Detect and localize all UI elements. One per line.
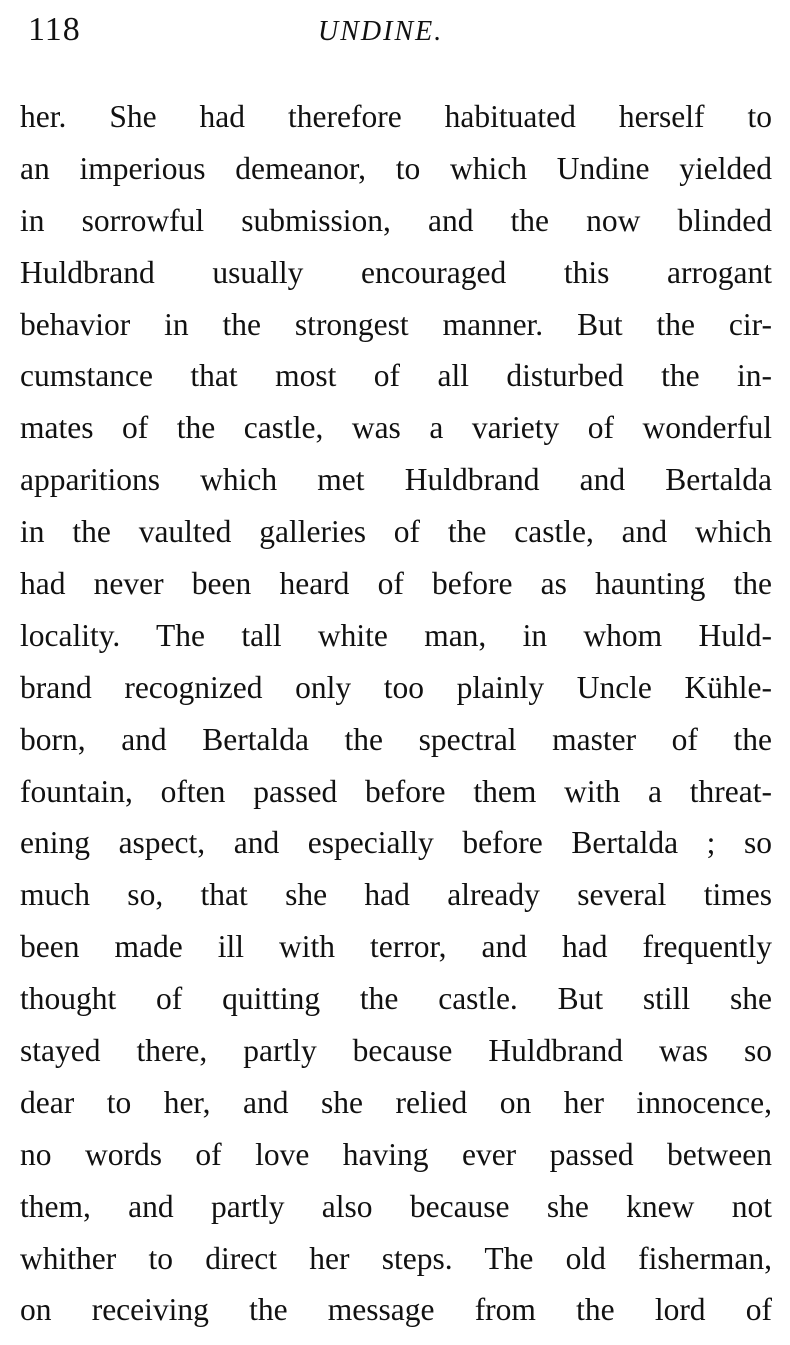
body-text <box>20 95 772 1340</box>
page-number: 118 <box>28 11 81 48</box>
text-line: on receiving the message from the lord of <box>20 1292 772 1328</box>
text-line: apparitions which met Huldbrand and Bertalda <box>20 462 772 498</box>
text-line: in the vaulted galleries of the castle, and which <box>20 514 772 550</box>
text-line: no words of love having ever passed between <box>20 1136 772 1172</box>
text-line: Huldbrand usually encouraged this arrogant <box>20 254 772 290</box>
text-line: cumstance that most of all disturbed the in- <box>20 358 772 394</box>
text-line: brand recognized only too plainly Uncle Kühle- <box>20 669 772 705</box>
text-line: behavior in the strongest manner. But the cir- <box>20 306 772 342</box>
text-line: an imperious demeanor, to which Undine yielded <box>20 150 772 186</box>
text-line: ening aspect, and especially before Bertalda ; so <box>20 825 772 861</box>
text-line: her. She had therefore habituated herself to <box>20 99 772 134</box>
text-line: thought of quitting the castle. But still she <box>20 981 772 1017</box>
text-line: much so, that she had already several times <box>20 877 772 913</box>
text-line: been made ill with terror, and had frequently <box>20 929 772 965</box>
text-line: dear to her, and she relied on her innocence, <box>20 1084 772 1120</box>
text-line: whither to direct her steps. The old fisherman, <box>20 1240 772 1276</box>
text-line: born, and Bertalda the spectral master of the <box>20 721 772 757</box>
text-line: stayed there, partly because Huldbrand was so <box>20 1033 772 1069</box>
text-line: them, and partly also because she knew not <box>20 1188 772 1224</box>
text-line: in sorrowful submission, and the now blinded <box>20 202 772 238</box>
running-title: UNDINE. <box>318 16 444 47</box>
text-line: fountain, often passed before them with a threat- <box>20 773 772 809</box>
text-line: had never been heard of before as haunting the <box>20 566 772 602</box>
page-header <box>22 10 770 50</box>
text-line: locality. The tall white man, in whom Huld- <box>20 617 772 653</box>
text-line: mates of the castle, was a variety of wonderful <box>20 410 772 446</box>
